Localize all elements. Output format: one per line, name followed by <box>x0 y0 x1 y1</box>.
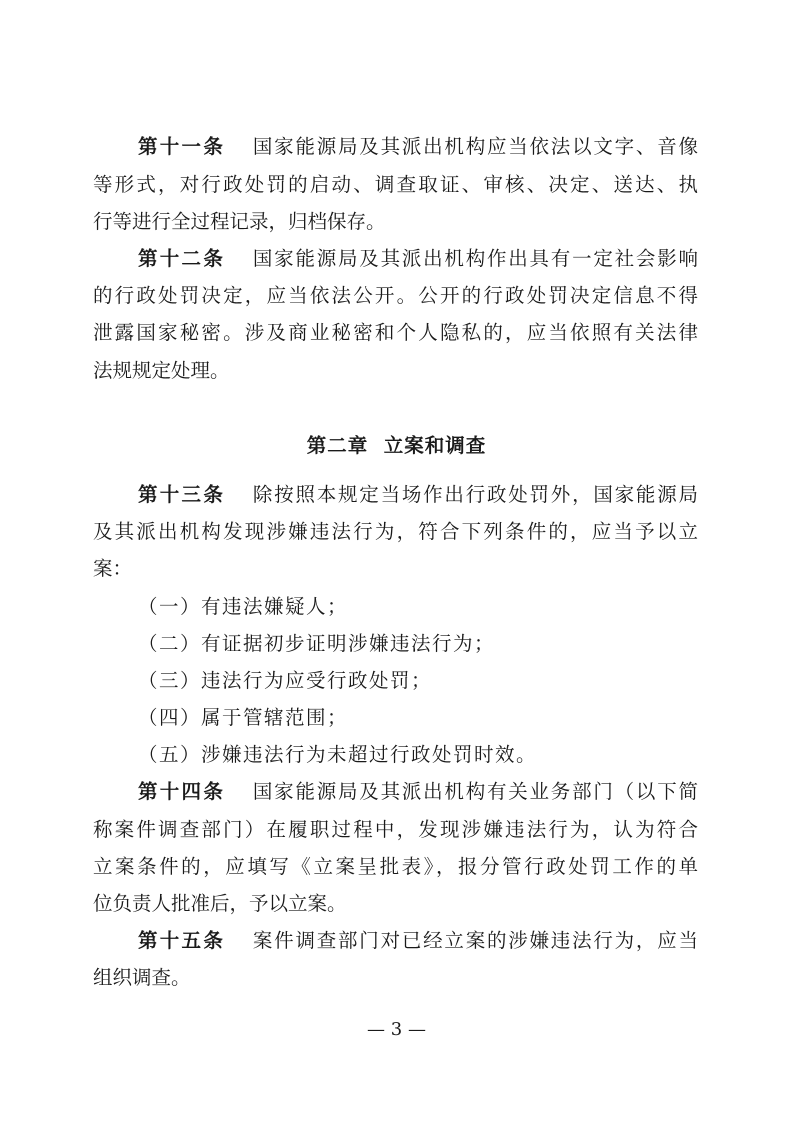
article-14-line-1 <box>138 777 698 807</box>
article-12-heading: 第十二条 <box>138 247 226 270</box>
article-12-line-2: 的行政处罚决定，应当依法公开。公开的行政处罚决定信息不得 <box>93 284 698 307</box>
article-15-heading: 第十五条 <box>138 929 226 952</box>
article-13-item-1: （一）有违法嫌疑人； <box>138 595 349 618</box>
article-13-item-4: （四）属于管辖范围； <box>138 706 349 729</box>
article-14-line-3: 立案条件的，应填写《立案呈批表》，报分管行政处罚工作的单 <box>93 855 698 878</box>
article-11-line-1 <box>138 132 698 162</box>
article-14-line-4: 位负责人批准后，予以立案。 <box>93 892 347 915</box>
article-14-heading: 第十四条 <box>138 780 226 803</box>
article-13-line-2: 及其派出机构发现涉嫌违法行为，符合下列条件的，应当予以立 <box>93 520 698 543</box>
article-11-line-3: 行等进行全过程记录，归档保存。 <box>93 210 386 233</box>
article-13-heading: 第十三条 <box>138 483 226 506</box>
article-12-line-3: 泄露国家秘密。涉及商业秘密和个人隐私的，应当依照有关法律 <box>93 321 698 344</box>
chapter-title: 第二章 立案和调查 <box>306 434 487 457</box>
article-13-line-3: 案： <box>93 557 133 580</box>
article-12-line-1 <box>138 244 698 274</box>
article-11-text-1: 国家能源局及其派出机构应当依法以文字、音像 <box>251 135 698 158</box>
article-14-text-1: 国家能源局及其派出机构有关业务部门（以下简 <box>251 780 698 803</box>
article-11-heading: 第十一条 <box>138 135 226 158</box>
article-12-text-1: 国家能源局及其派出机构作出具有一定社会影响 <box>251 247 698 270</box>
article-13-item-5: （五）涉嫌违法行为未超过行政处罚时效。 <box>138 743 538 766</box>
article-15-text-1: 案件调查部门对已经立案的涉嫌违法行为，应当 <box>251 929 698 952</box>
article-12-line-4: 法规规定处理。 <box>93 359 230 382</box>
article-13-line-1 <box>138 480 698 510</box>
article-15-line-1 <box>138 926 698 956</box>
page-number: — 3 — <box>367 1019 426 1040</box>
article-15-line-2: 组织调查。 <box>93 966 191 989</box>
article-13-item-3: （三）违法行为应受行政处罚； <box>138 669 433 692</box>
article-14-line-2: 称案件调查部门）在履职过程中，发现涉嫌违法行为，认为符合 <box>93 818 698 841</box>
article-13-text-1: 除按照本规定当场作出行政处罚外，国家能源局 <box>251 483 698 506</box>
article-13-item-2: （二）有证据初步证明涉嫌违法行为； <box>138 632 496 655</box>
article-11-line-2: 等形式，对行政处罚的启动、调查取证、审核、决定、送达、执 <box>93 173 698 196</box>
